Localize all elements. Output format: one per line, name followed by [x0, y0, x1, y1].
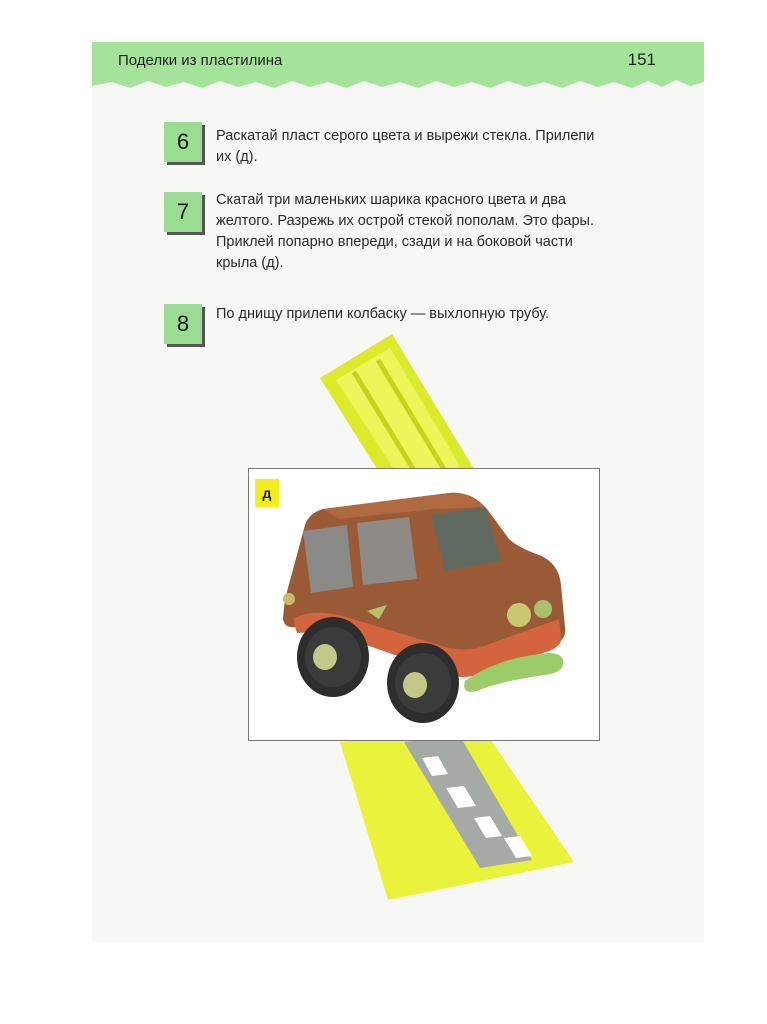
step-text: Скатай три маленьких шарика красного цвета и два желтого. Разрежь их острой стекой пополам. Это фары. Приклей попарно впереди, сзади и на боковой части крыла (д). — [216, 192, 595, 271]
page-title: Поделки из пластилина — [118, 52, 283, 69]
step-number-badge: 6 — [164, 122, 202, 162]
car-photo-frame — [248, 468, 600, 741]
plasticine-car-icon — [249, 469, 599, 740]
page-number: 151 — [627, 50, 656, 69]
step-text: По днищу прилепи колбаску — выхлопную трубу. — [216, 306, 550, 322]
step-number-badge: 7 — [164, 192, 202, 232]
step-text: Раскатай пласт серого цвета и вырежи стекла. Прилепи их (д). — [216, 128, 595, 165]
figure-label: д — [255, 479, 279, 507]
textbook-page — [92, 42, 704, 942]
step-number-badge: 8 — [164, 304, 202, 344]
